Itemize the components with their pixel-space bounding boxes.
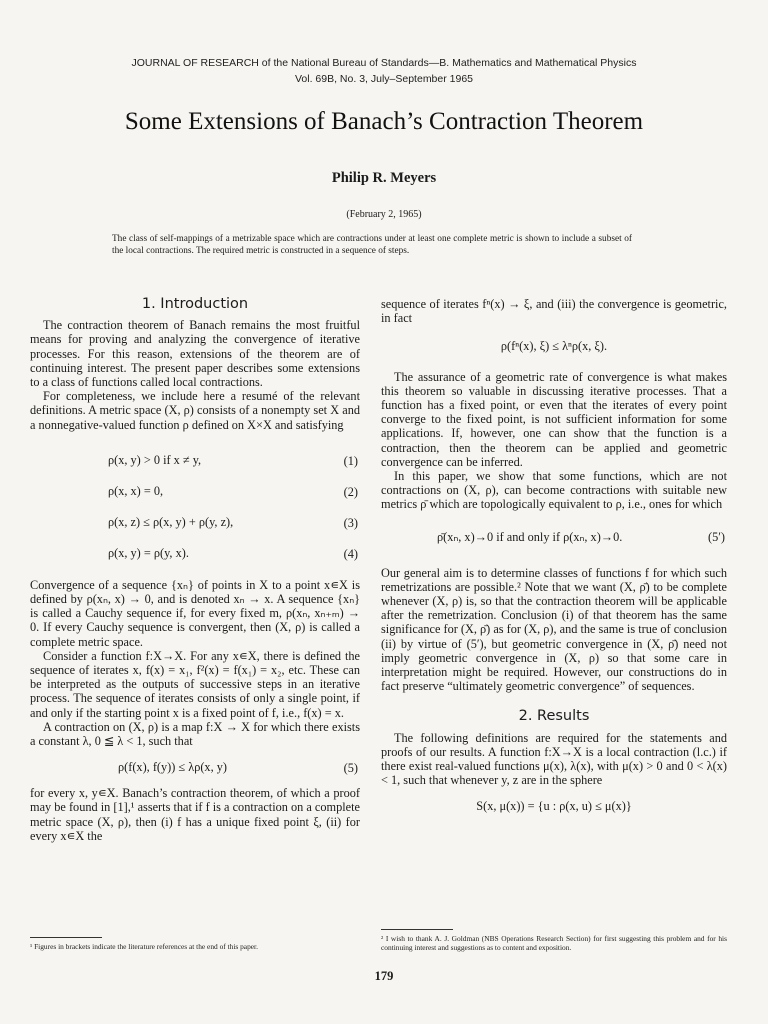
paper-title: Some Extensions of Banach’s Contraction Theorem bbox=[124, 108, 644, 135]
footnote-1: ¹ Figures in brackets indicate the literature references at the end of this paper. bbox=[30, 942, 258, 951]
equation-expression: ρ(x, z) ≤ ρ(x, y) + ρ(y, z), bbox=[108, 514, 234, 529]
paragraph: Our general aim is to determine classes of functions f for which such remetrizations are possible.² Note that we want (X, ρ̄) to be complete whenever (X, ρ) is, so that the contraction theorem will be applicable after the remetrization. Conclusion (i) of that theorem has the same significance for (X, ρ̄) as for (X, ρ), and the same is true of conclusion (ii) by virtue of (5′), but geometric convergence in (X, ρ̄) need not imply geometric convergence in (X, ρ) so that some care in interpretation might be required. However, our constructions do in fact preserve “ultimately geometric convergence” of sequences. bbox=[381, 565, 727, 694]
footnote-area-left bbox=[30, 937, 360, 951]
equation-sphere: S(x, μ(x)) = {u : ρ(x, u) ≤ μ(x)} bbox=[476, 799, 632, 814]
footnote-rule bbox=[381, 929, 453, 930]
equation-1 bbox=[30, 444, 360, 475]
left-column bbox=[30, 297, 360, 843]
abstract: The class of self-mappings of a metrizable space which are contractions under at least one complete metric is shown to include a subset of the local contractions. The required metric is constructed in a sequence of steps. bbox=[112, 234, 632, 256]
equation-5 bbox=[30, 748, 360, 786]
journal-header: JOURNAL OF RESEARCH of the National Bureau of Standards—B. Mathematics and Mathematical Physics bbox=[131, 57, 637, 69]
footnote-rule bbox=[30, 937, 102, 938]
right-column bbox=[381, 297, 727, 830]
equation-2 bbox=[30, 475, 360, 506]
footnote-area-right bbox=[381, 929, 727, 952]
equation-expression: ρ̄(xₙ, x)→0 if and only if ρ(xₙ, x)→0. bbox=[437, 529, 623, 544]
section-heading-introduction: 1. Introduction bbox=[141, 296, 249, 312]
equation-number: (5′) bbox=[707, 529, 725, 544]
section-heading-results: 2. Results bbox=[518, 708, 590, 725]
equation-expression: ρ(x, y) = ρ(y, x). bbox=[108, 545, 189, 560]
volume-line: Vol. 69B, No. 3, July–September 1965 bbox=[294, 73, 474, 85]
paragraph: sequence of iterates fⁿ(x) → ξ, and (iii) the convergence is geometric, in fact bbox=[381, 297, 727, 326]
paragraph: The contraction theorem of Banach remains the most fruitful means for proving and analyzing the convergence of iterative processes. For this reason, extensions of the theorem are of continuing interest. The present paper describes some extensions to a class of functions called local contractions. bbox=[30, 318, 360, 390]
paragraph: In this paper, we show that some functions, which are not contractions on (X, ρ), can become contractions with suitable new metrics ρ̄ which are topologically equivalent to ρ, i.e., ones for which bbox=[381, 469, 727, 512]
paragraph: Convergence of a sequence {xₙ} of points in X to a point x∊X is defined by ρ(xₙ, x) → 0, and is denoted xₙ → x. A sequence {xₙ} is called a Cauchy sequence if, for every fixed m, ρ(xₙ, xₙ₊ₘ) → 0. If every Cauchy sequence is convergent, then (X, ρ) is called a complete metric space. bbox=[30, 577, 360, 649]
equation-number: (4) bbox=[343, 546, 358, 561]
paragraph: for every x, y∊X. Banach’s contraction theorem, of which a proof may be found in [1],¹ asserts that if f is a contraction on a complete metric space (X, ρ), then (i) f has a unique fixed point ξ, (ii) for every x∊X the bbox=[30, 786, 360, 843]
equation-expression: ρ(x, y) > 0 if x ≠ y, bbox=[108, 452, 202, 467]
equation-number: (3) bbox=[343, 515, 358, 530]
paragraph: Consider a function f:X→X. For any x∊X, there is defined the sequence of iterates x, f(x) = x₁, f²(x) = f(x₁) = x₂, etc. These can be interpreted as the outputs of successive steps in an iterative process. The sequence of iterates consists of only a single point, if and only if the starting point x is a fixed point of f, i.e., f(x) = x. bbox=[30, 648, 360, 720]
equation-expression: ρ(f(x), f(y)) ≤ λρ(x, y) bbox=[118, 760, 227, 775]
paragraph: The following definitions are required for the statements and proofs of our results. A function f:X→X is a local contraction (l.c.) if there exist real-valued functions μ(x), λ(x), with μ(x) > 0 and 0 < λ(x) < 1, such that whenever y, z are in the sphere bbox=[381, 730, 727, 788]
equation-geometric: ρ(fⁿ(x), ξ) ≤ λⁿρ(x, ξ). bbox=[500, 339, 608, 354]
equation-number: (1) bbox=[343, 453, 358, 468]
received-date: (February 2, 1965) bbox=[346, 209, 422, 220]
footnote-2: ² I wish to thank A. J. Goldman (NBS Operations Research Section) for first suggesting this problem and for his continuing interest and suggestions as to content and exposition. bbox=[381, 934, 727, 952]
equation-3 bbox=[30, 506, 360, 537]
equation-number: (2) bbox=[343, 484, 358, 499]
equation-4 bbox=[30, 537, 360, 568]
paragraph: For completeness, we include here a resumé of the relevant definitions. A metric space (X, ρ) consists of a nonempty set X and a nonnegative-valued function ρ defined on X×X and satisfying bbox=[30, 389, 360, 432]
equation-expression: ρ(x, x) = 0, bbox=[108, 483, 164, 498]
paragraph: A contraction on (X, ρ) is a map f:X → X for which there exists a constant λ, 0 ≦ λ < 1, such that bbox=[30, 719, 360, 749]
page-number: 179 bbox=[374, 969, 394, 983]
equation-5-prime bbox=[381, 512, 727, 558]
equation-number: (5) bbox=[343, 761, 358, 776]
paragraph: The assurance of a geometric rate of convergence is what makes this theorem so valuable in discussing iterative processes. That a function has a fixed point, or even that the iterates of every point converge to the fixed point, is not sufficient information for some applications. If, however, one can show that the function is a contraction, then the theorem can be applied and geometric convergence can be inferred. bbox=[381, 369, 727, 469]
author-name: Philip R. Meyers bbox=[331, 170, 437, 186]
